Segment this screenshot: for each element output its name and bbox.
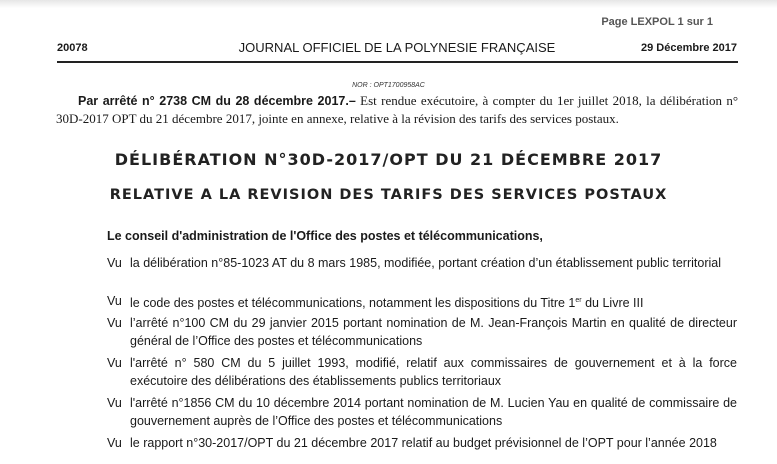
deliberation-title: DÉLIBÉRATION N°30D-2017/OPT DU 21 DÉCEMBRE 2017 [114, 150, 663, 169]
vu-label: Vu [107, 256, 122, 270]
nor-reference: NOR : OPT1700958AC [352, 82, 425, 89]
vu-text-part: du Livre III [581, 296, 644, 311]
vu-item [107, 394, 737, 430]
vu-item [107, 314, 737, 350]
header-rule [57, 61, 738, 63]
scan-top-band [0, 0, 777, 8]
vu-label: Vu [107, 396, 122, 410]
issue-date: 29 Décembre 2017 [640, 42, 737, 54]
vu-text-part: le code des postes et télécommunications, notamment les dispositions du Titre 1 [130, 296, 576, 311]
vu-item [107, 354, 737, 390]
journal-header [57, 40, 737, 58]
page-number: 20078 [57, 42, 88, 54]
arrete-lead: Par arrêté n° 2738 CM du 28 décembre 2017.– [78, 94, 356, 108]
vu-text: l'arrêté n° 580 CM du 5 juillet 1993, modifié, relatif aux commissaires de gouvernement et à la force exécutoire des délibérations des établissements publics territoriaux [130, 356, 737, 388]
vu-item [107, 254, 737, 272]
vu-label: Vu [107, 436, 122, 450]
vu-text: la délibération n°85-1023 AT du 8 mars 1985, modifiée, portant création d’un établissement public territorial [130, 256, 721, 270]
vu-text: l'arrêté n°1856 CM du 10 décembre 2014 portant nomination de M. Lucien Yau en qualité de commissaire de gouvernement auprès de l’Office des postes et télécommunications [130, 396, 737, 428]
vu-label: Vu [107, 356, 122, 370]
vu-text-sup: er [575, 297, 582, 304]
vu-text [130, 292, 737, 312]
conseil-heading: Le conseil d'administration de l'Office des postes et télécommunications, [107, 229, 543, 243]
deliberation-subtitle: RELATIVE A LA REVISION DES TARIFS DES SERVICES POSTAUX [109, 187, 668, 203]
vu-label: Vu [107, 316, 122, 330]
vu-item [107, 292, 737, 312]
vu-text: l’arrêté n°100 CM du 29 janvier 2015 portant nomination de M. Jean-François Martin en qualité de directeur général de l’Office des postes et télécommunications [130, 316, 737, 348]
page-label: Page LEXPOL 1 sur 1 [601, 16, 713, 28]
arrete-text: Est rendue exécutoire, à compter du 1er juillet 2018, la délibération n° 30D-2017 OPT du 21 décembre 2017, jointe en annexe, relative à la révision des tarifs des services postaux. [56, 93, 739, 126]
vu-text: le rapport n°30-2017/OPT du 21 décembre 2017 relatif au budget prévisionnel de l’OPT pour l’année 2018 [130, 436, 717, 450]
journal-title: JOURNAL OFFICIEL DE LA POLYNESIE FRANÇAISE [238, 40, 556, 55]
vu-label: Vu [107, 294, 122, 308]
arrete-paragraph [56, 92, 738, 128]
vu-item [107, 434, 737, 452]
